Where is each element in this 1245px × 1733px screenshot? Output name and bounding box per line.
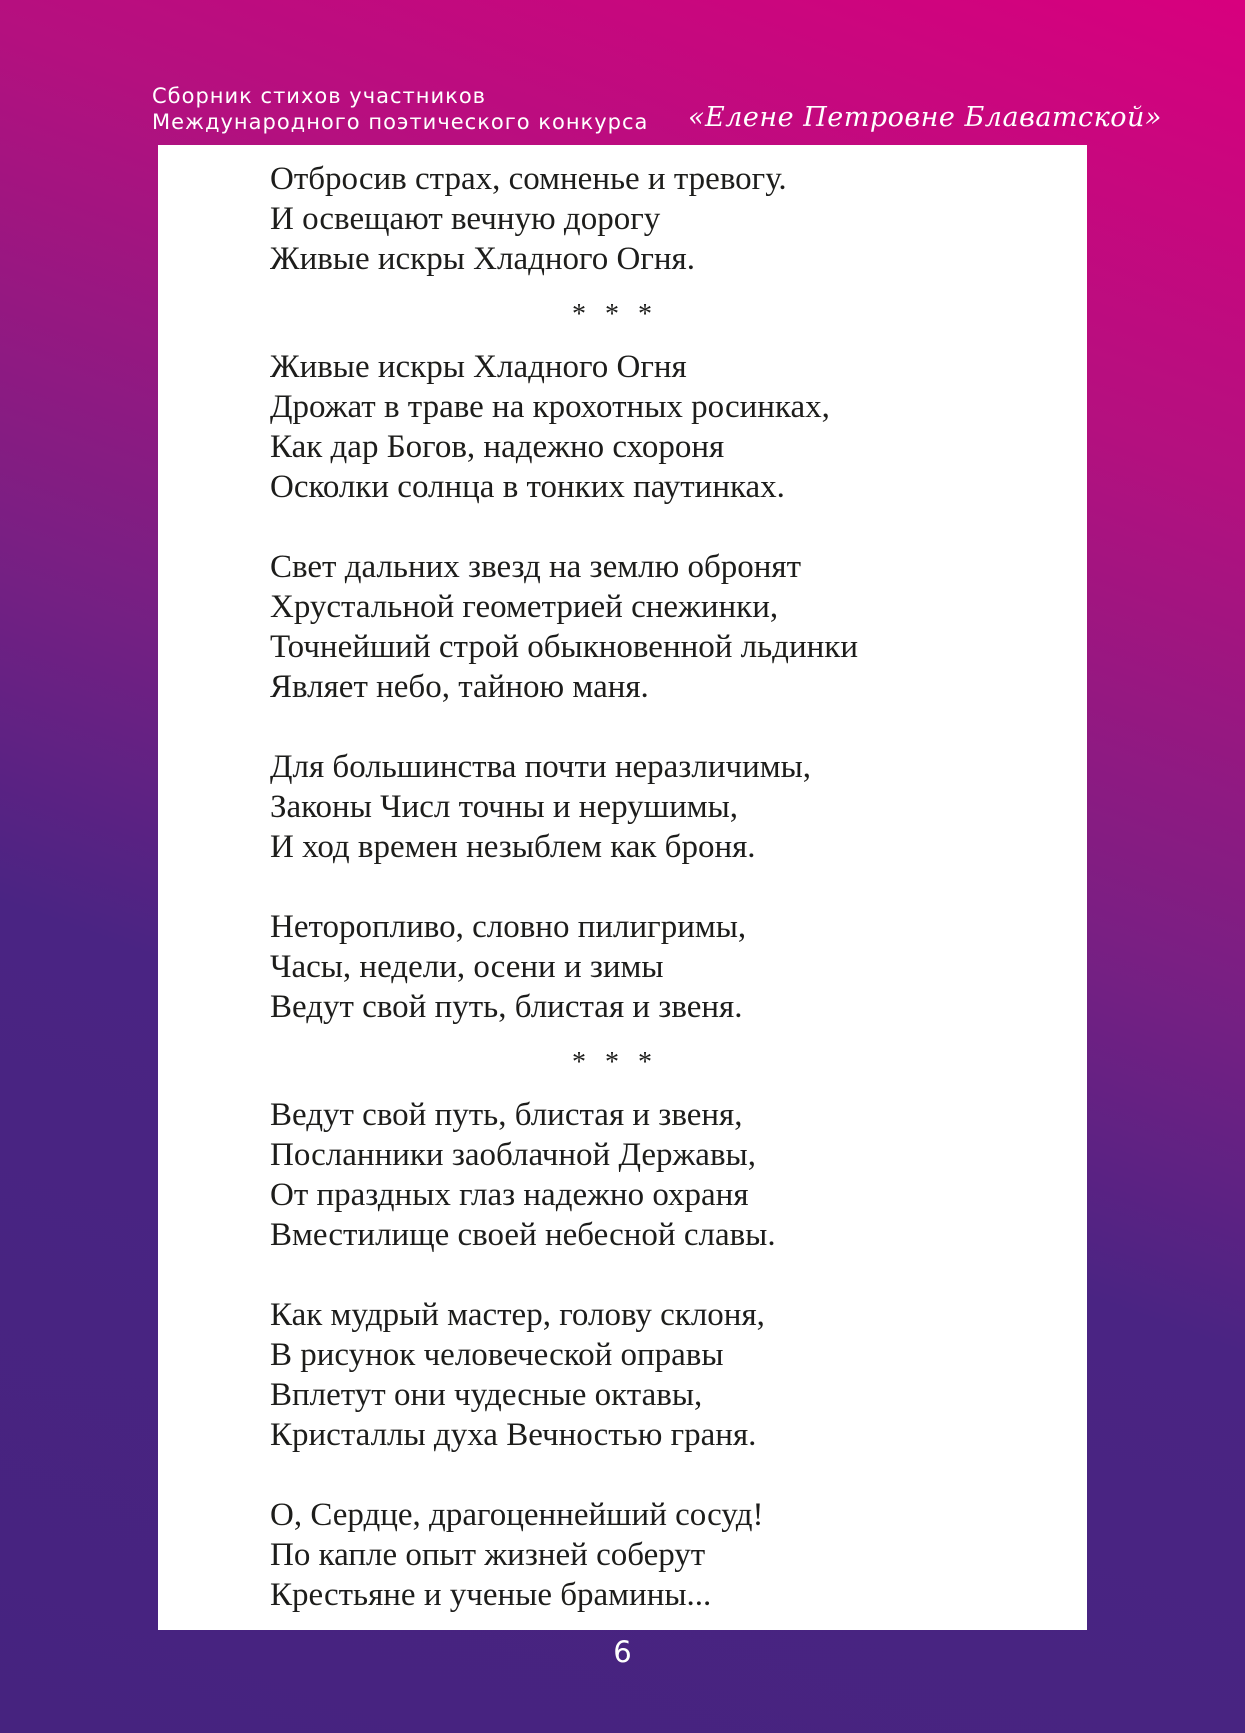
verse-line: Точнейший строй обыкновенной льдинки [270, 629, 858, 665]
stanza-6 [270, 1095, 1050, 1255]
verse-line: Ведут свой путь, блистая и звеня, [270, 1097, 743, 1133]
verse-line: Посланники заоблачной Державы, [270, 1137, 756, 1173]
poem [270, 159, 1050, 1615]
stanza-4 [270, 747, 1050, 867]
verse-line: Ведут свой путь, блистая и звеня. [270, 989, 743, 1025]
page-number: 6 [613, 1635, 632, 1669]
stanza-8 [270, 1495, 1050, 1615]
section-separator: * * * [572, 1047, 658, 1078]
verse-line: В рисунок человеческой оправы [270, 1337, 724, 1373]
verse-line: Осколки солнца в тонких паутинках. [270, 469, 785, 505]
verse-line: Отбросив страх, сомненье и тревогу. [270, 161, 787, 197]
verse-line: Живые искры Хладного Огня. [270, 241, 695, 277]
contest-description: Международного поэтического конкурса [152, 110, 649, 134]
verse-line: Для большинства почти неразличимы, [270, 749, 812, 785]
verse-line: Являет небо, тайною маня. [270, 669, 649, 705]
verse-line: Вместилище своей небесной славы. [270, 1217, 776, 1253]
verse-line: Вплетут они чудесные октавы, [270, 1377, 703, 1413]
verse-line: По капле опыт жизней соберут [270, 1537, 706, 1573]
stanza-7 [270, 1295, 1050, 1455]
stanza-1 [270, 159, 1050, 279]
stanza-gap [270, 1255, 1050, 1295]
section-separator: * * * [572, 299, 658, 330]
stanza-gap [270, 507, 1050, 547]
collection-title: Сборник стихов участников [152, 84, 487, 108]
content-panel [158, 145, 1087, 1630]
verse-line: Свет дальних звезд на землю обронят [270, 549, 802, 585]
verse-line: Как дар Богов, надежно схороня [270, 429, 725, 465]
verse-line: Часы, недели, осени и зимы [270, 949, 664, 985]
stanza-gap [270, 867, 1050, 907]
verse-line: Крестьяне и ученые брамины... [270, 1577, 712, 1613]
verse-line: И освещают вечную дорогу [270, 201, 661, 237]
verse-line: Неторопливо, словно пилигримы, [270, 909, 747, 945]
stanza-gap [270, 1455, 1050, 1495]
stanza-2 [270, 347, 1050, 507]
verse-line: Хрустальной геометрией снежинки, [270, 589, 779, 625]
stanza-gap [270, 707, 1050, 747]
contest-name: «Елене Петровне Блаватской» [688, 102, 1162, 133]
verse-line: Живые искры Хладного Огня [270, 349, 687, 385]
verse-line: Как мудрый мастер, голову склоня, [270, 1297, 765, 1333]
verse-line: Дрожат в траве на крохотных росинках, [270, 389, 830, 425]
verse-line: Законы Числ точны и нерушимы, [270, 789, 739, 825]
stanza-3 [270, 547, 1050, 707]
stanza-5 [270, 907, 1050, 1027]
verse-line: О, Сердце, драгоценнейший сосуд! [270, 1497, 764, 1533]
verse-line: От праздных глаз надежно охраня [270, 1177, 749, 1213]
page-header [152, 82, 1162, 146]
verse-line: И ход времен незыблем как броня. [270, 829, 756, 865]
verse-line: Кристаллы духа Вечностью граня. [270, 1417, 757, 1453]
